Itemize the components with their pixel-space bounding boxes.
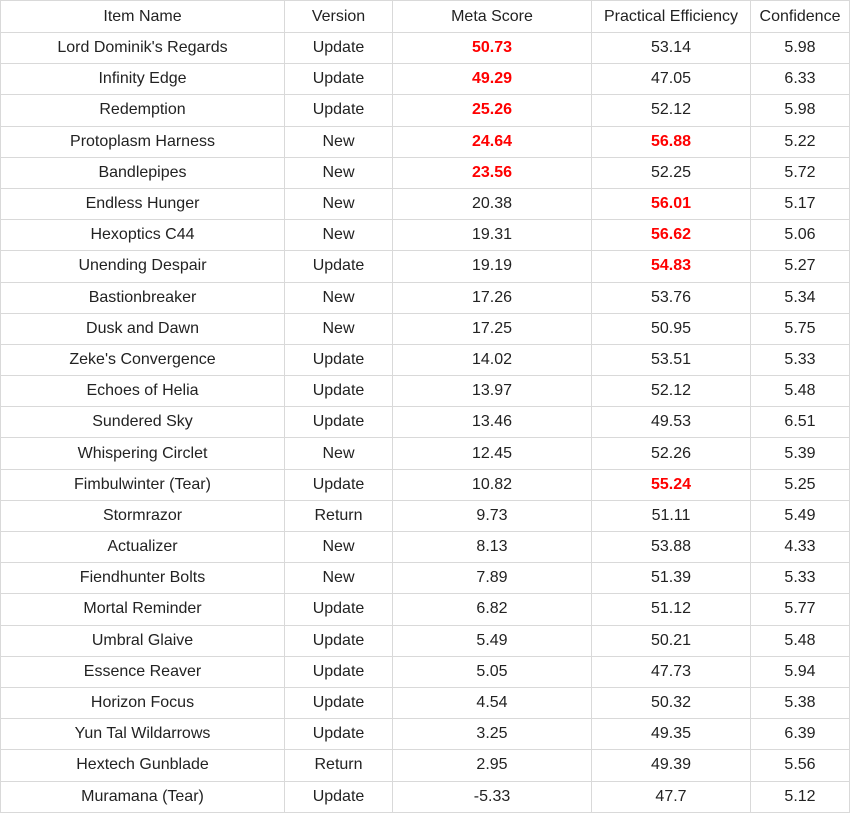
practical-efficiency-cell: 53.51 [592,344,751,375]
meta-score-cell: 12.45 [393,438,592,469]
version-cell: Update [285,719,393,750]
table-row [1,438,850,469]
confidence-cell: 5.56 [751,750,850,781]
meta-score-cell: 25.26 [393,95,592,126]
table-row [1,126,850,157]
confidence-cell: 4.33 [751,532,850,563]
version-cell: Update [285,781,393,812]
meta-score-cell: 19.31 [393,220,592,251]
meta-score-cell: 4.54 [393,687,592,718]
item-name-cell: Fiendhunter Bolts [1,563,285,594]
header-practical-efficiency: Practical Efficiency [592,1,751,33]
practical-efficiency-cell: 47.73 [592,656,751,687]
meta-score-cell: 2.95 [393,750,592,781]
practical-efficiency-cell: 50.21 [592,625,751,656]
confidence-cell: 5.34 [751,282,850,313]
meta-score-cell: 7.89 [393,563,592,594]
confidence-cell: 5.25 [751,469,850,500]
confidence-cell: 5.38 [751,687,850,718]
practical-efficiency-cell: 51.12 [592,594,751,625]
item-name-cell: Infinity Edge [1,64,285,95]
meta-score-cell: 13.97 [393,376,592,407]
version-cell: New [285,220,393,251]
table-row [1,95,850,126]
table-row [1,220,850,251]
meta-score-cell: 23.56 [393,157,592,188]
practical-efficiency-cell: 50.95 [592,313,751,344]
meta-score-cell: 8.13 [393,532,592,563]
item-name-cell: Umbral Glaive [1,625,285,656]
item-name-cell: Essence Reaver [1,656,285,687]
version-cell: Update [285,95,393,126]
table-row [1,344,850,375]
meta-score-cell: 20.38 [393,188,592,219]
version-cell: New [285,563,393,594]
confidence-cell: 5.33 [751,563,850,594]
item-name-cell: Horizon Focus [1,687,285,718]
confidence-cell: 5.33 [751,344,850,375]
version-cell: Update [285,251,393,282]
version-cell: Update [285,594,393,625]
table-row [1,64,850,95]
version-cell: Return [285,500,393,531]
meta-score-cell: 50.73 [393,33,592,64]
table-row [1,282,850,313]
meta-score-cell: 24.64 [393,126,592,157]
practical-efficiency-cell: 51.11 [592,500,751,531]
item-name-cell: Echoes of Helia [1,376,285,407]
item-name-cell: Stormrazor [1,500,285,531]
item-name-cell: Endless Hunger [1,188,285,219]
table-row [1,376,850,407]
confidence-cell: 5.75 [751,313,850,344]
header-version: Version [285,1,393,33]
table-row [1,313,850,344]
item-name-cell: Hextech Gunblade [1,750,285,781]
confidence-cell: 5.06 [751,220,850,251]
practical-efficiency-cell: 55.24 [592,469,751,500]
version-cell: Update [285,625,393,656]
table-body [1,33,850,813]
practical-efficiency-cell: 47.05 [592,64,751,95]
confidence-cell: 5.49 [751,500,850,531]
practical-efficiency-cell: 47.7 [592,781,751,812]
version-cell: Update [285,407,393,438]
version-cell: Update [285,64,393,95]
practical-efficiency-cell: 53.14 [592,33,751,64]
table-row [1,407,850,438]
meta-score-cell: 13.46 [393,407,592,438]
header-item-name: Item Name [1,1,285,33]
version-cell: Update [285,33,393,64]
practical-efficiency-cell: 53.76 [592,282,751,313]
practical-efficiency-cell: 51.39 [592,563,751,594]
meta-score-cell: 6.82 [393,594,592,625]
practical-efficiency-cell: 52.12 [592,95,751,126]
practical-efficiency-cell: 52.25 [592,157,751,188]
practical-efficiency-cell: 56.62 [592,220,751,251]
item-name-cell: Fimbulwinter (Tear) [1,469,285,500]
table-row [1,500,850,531]
table-row [1,188,850,219]
confidence-cell: 5.48 [751,376,850,407]
confidence-cell: 5.98 [751,95,850,126]
confidence-cell: 5.98 [751,33,850,64]
version-cell: New [285,313,393,344]
item-name-cell: Unending Despair [1,251,285,282]
confidence-cell: 5.94 [751,656,850,687]
practical-efficiency-cell: 54.83 [592,251,751,282]
practical-efficiency-cell: 52.26 [592,438,751,469]
table-row [1,594,850,625]
confidence-cell: 6.39 [751,719,850,750]
confidence-cell: 6.51 [751,407,850,438]
version-cell: Update [285,376,393,407]
confidence-cell: 5.77 [751,594,850,625]
meta-score-cell: 3.25 [393,719,592,750]
table-row [1,469,850,500]
item-name-cell: Redemption [1,95,285,126]
version-cell: New [285,438,393,469]
header-row [1,1,850,33]
practical-efficiency-cell: 56.01 [592,188,751,219]
table-row [1,157,850,188]
table-row [1,687,850,718]
table-row [1,750,850,781]
table-row [1,33,850,64]
item-name-cell: Actualizer [1,532,285,563]
confidence-cell: 5.72 [751,157,850,188]
meta-score-cell: 14.02 [393,344,592,375]
table-row [1,532,850,563]
table-row [1,625,850,656]
meta-score-cell: 17.26 [393,282,592,313]
table-row [1,781,850,812]
item-name-cell: Lord Dominik's Regards [1,33,285,64]
item-name-cell: Whispering Circlet [1,438,285,469]
confidence-cell: 5.39 [751,438,850,469]
meta-score-cell: 10.82 [393,469,592,500]
version-cell: Return [285,750,393,781]
item-name-cell: Bastionbreaker [1,282,285,313]
table-header [1,1,850,33]
item-name-cell: Hexoptics C44 [1,220,285,251]
confidence-cell: 5.27 [751,251,850,282]
item-name-cell: Muramana (Tear) [1,781,285,812]
meta-score-cell: 9.73 [393,500,592,531]
table-row [1,563,850,594]
item-name-cell: Zeke's Convergence [1,344,285,375]
confidence-cell: 5.22 [751,126,850,157]
meta-score-cell: 5.05 [393,656,592,687]
version-cell: New [285,157,393,188]
version-cell: New [285,532,393,563]
meta-score-cell: -5.33 [393,781,592,812]
meta-score-cell: 19.19 [393,251,592,282]
practical-efficiency-cell: 49.35 [592,719,751,750]
table-row [1,719,850,750]
version-cell: New [285,126,393,157]
item-name-cell: Yun Tal Wildarrows [1,719,285,750]
practical-efficiency-cell: 52.12 [592,376,751,407]
version-cell: New [285,282,393,313]
version-cell: Update [285,687,393,718]
meta-score-cell: 5.49 [393,625,592,656]
practical-efficiency-cell: 49.53 [592,407,751,438]
version-cell: Update [285,344,393,375]
confidence-cell: 5.12 [751,781,850,812]
version-cell: New [285,188,393,219]
meta-score-cell: 17.25 [393,313,592,344]
version-cell: Update [285,469,393,500]
practical-efficiency-cell: 49.39 [592,750,751,781]
item-name-cell: Sundered Sky [1,407,285,438]
item-name-cell: Protoplasm Harness [1,126,285,157]
practical-efficiency-cell: 53.88 [592,532,751,563]
item-name-cell: Bandlepipes [1,157,285,188]
confidence-cell: 6.33 [751,64,850,95]
item-name-cell: Dusk and Dawn [1,313,285,344]
item-name-cell: Mortal Reminder [1,594,285,625]
table-row [1,656,850,687]
meta-score-cell: 49.29 [393,64,592,95]
practical-efficiency-cell: 56.88 [592,126,751,157]
confidence-cell: 5.17 [751,188,850,219]
table-row [1,251,850,282]
confidence-cell: 5.48 [751,625,850,656]
practical-efficiency-cell: 50.32 [592,687,751,718]
header-meta-score: Meta Score [393,1,592,33]
header-confidence: Confidence [751,1,850,33]
version-cell: Update [285,656,393,687]
